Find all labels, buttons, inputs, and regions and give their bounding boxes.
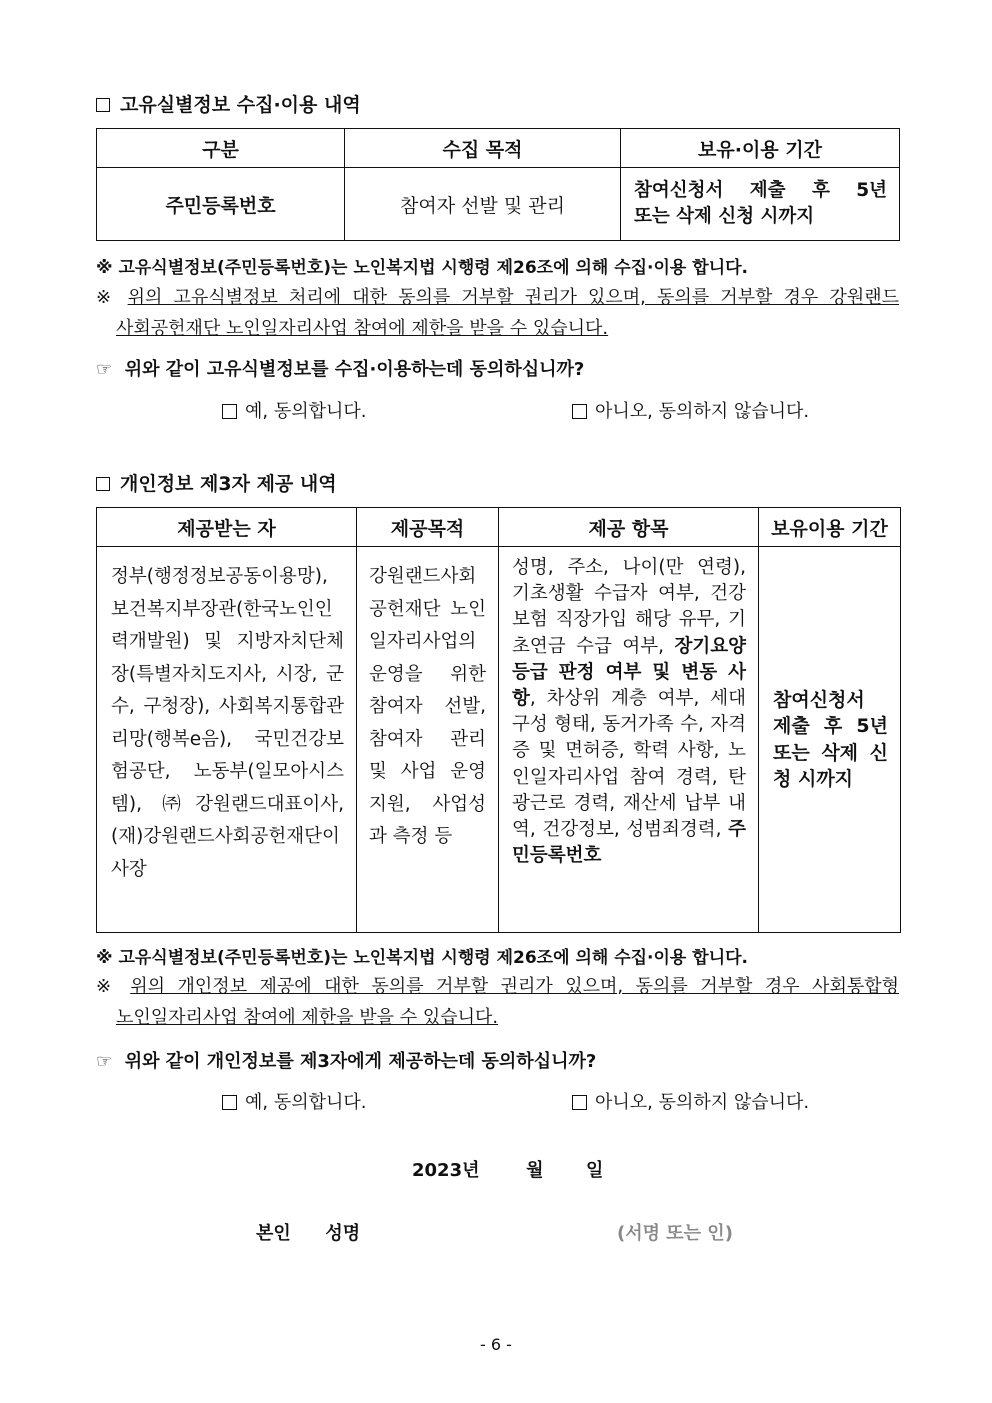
section1-agree-option[interactable] [222,397,367,423]
date-year: 2023년 [412,1160,480,1181]
items-bold-1: 장기요양등급 판정 여부 및 변동 사항 [512,635,746,710]
checkbox-icon[interactable] [222,1095,237,1110]
agree-label: 예, 동의합니다. [245,1092,367,1113]
header-items: 제공 항목 [499,508,759,547]
header-purpose: 수집 목적 [345,129,621,168]
section1-title [96,90,361,117]
table-header-row [97,129,900,168]
disagree-label: 아니오, 동의하지 않습니다. [595,1092,810,1113]
pointing-hand-icon: ☞ [96,359,113,380]
note-mark: ※ [96,287,117,308]
signature-label [256,1219,360,1245]
header-recipient: 제공받는 자 [97,508,357,547]
section1-title-text: 고유실별정보 수집·이용 내역 [120,94,361,116]
header-period: 보유·이용 기간 [621,129,900,168]
table-row [97,168,900,241]
items-part-1: 성명, 주소, 나이(만 연령), 기초생활 수급자 여부, 건강보험 직장가입 해당 유무, 기초연금 수급 여부, [512,557,746,657]
signature-self-label: 본인 [256,1223,291,1244]
table-header-row [97,508,901,547]
period-line-1: 참여신청서 제출 후 5년 [634,180,887,201]
header-period: 보유이용 기간 [759,508,901,547]
section2-agree-option[interactable] [222,1088,367,1114]
square-bullet-icon [96,98,110,112]
signature-hint: (서명 또는 인) [617,1223,733,1244]
table-row [97,547,901,933]
refusal-line-1: 위의 개인정보 제공에 대한 동의를 거부할 권리가 있으며, 동의를 거부할 경우 사회통합형 [130,976,899,997]
section1-disagree-option[interactable] [572,397,809,423]
section2-legal-note: ※ 고유식별정보(주민등록번호)는 노인복지법 시행령 제26조에 의해 수집·이용 합니다. [96,948,748,968]
cell-items [499,547,759,933]
section1-refusal-note [96,282,899,344]
section2-title [96,469,337,496]
section2-table [96,507,901,933]
section2-disagree-option[interactable] [572,1088,809,1114]
section2-question [96,1047,596,1073]
cell-recipients [97,547,357,933]
section1-question [96,355,584,381]
signature-name-label: 성명 [325,1223,361,1244]
items-text [512,555,746,869]
section1-table [96,128,900,241]
purpose-text: 강원랜드사회공헌재단 노인일자리사업의 운영을 위한 참여자 선발, 참여자 관리 및 사업 운영 지원, 사업성과 측정 등 [369,566,486,847]
refusal-line-1: 위의 고유식별정보 처리에 대한 동의를 거부할 권리가 있으며, 동의를 거부할 경우 강원랜드 [127,287,899,308]
note-mark: ※ [96,976,118,997]
cell-period: 참여신청서 제출 후 5년 또는 삭제 신청 시까지 [759,547,901,933]
pointing-hand-icon: ☞ [96,1051,113,1072]
section2-title-text: 개인정보 제3자 제공 내역 [120,473,337,495]
refusal-line-2: 사회공헌재단 노인일자리사업 참여에 제한을 받을 수 있습니다. [116,318,609,339]
square-bullet-icon [96,477,110,491]
checkbox-icon[interactable] [572,404,587,419]
items-part-2: , 차상위 계층 여부, 세대 구성 형태, 동거가족 수, 자격증 및 면허증, 학력 사항, 노인일자리사업 참여 경력, 탄광근로 경력, 재산세 납부 내역, 건강정보, 성범죄경력, [512,688,746,841]
cell-category: 주민등록번호 [97,168,345,241]
recipients-text: 정부(행정정보공동이용망), 보건복지부장관(한국노인인력개발원) 및 지방자치단체장(특별자치도지사, 시장, 군수, 구청장), 사회복지통합관리망(행복e음), 국민건강보험공단, 노동부(일모아시스템), ㈜강원랜드대표이사, (재)강원랜드사회공헌재단이사장 [111,566,344,880]
cell-purpose: 참여자 선발 및 관리 [345,168,621,241]
cell-purpose [357,547,499,933]
items-bold-2: 주민등록번호 [512,819,746,867]
cell-period [621,168,900,241]
header-category: 구분 [97,129,345,168]
checkbox-icon[interactable] [572,1095,587,1110]
agree-label: 예, 동의합니다. [245,401,367,422]
refusal-line-2: 노인일자리사업 참여에 제한을 받을 수 있습니다. [116,1007,499,1028]
question-text: 위와 같이 개인정보를 제3자에게 제공하는데 동의하십니까? [124,1051,597,1072]
section1-legal-note: ※ 고유식별정보(주민등록번호)는 노인복지법 시행령 제26조에 의해 수집·이용 합니다. [96,258,748,278]
section2-refusal-note [96,971,899,1033]
disagree-label: 아니오, 동의하지 않습니다. [595,401,810,422]
page-number: - 6 - [480,1335,512,1354]
question-text: 위와 같이 고유식별정보를 수집·이용하는데 동의하십니까? [124,359,585,380]
checkbox-icon[interactable] [222,404,237,419]
date-day: 일 [586,1160,604,1181]
date-line [412,1156,603,1182]
header-purpose: 제공목적 [357,508,499,547]
period-line-2: 또는 삭제 신청 시까지 [634,206,815,227]
date-month: 월 [526,1160,544,1181]
